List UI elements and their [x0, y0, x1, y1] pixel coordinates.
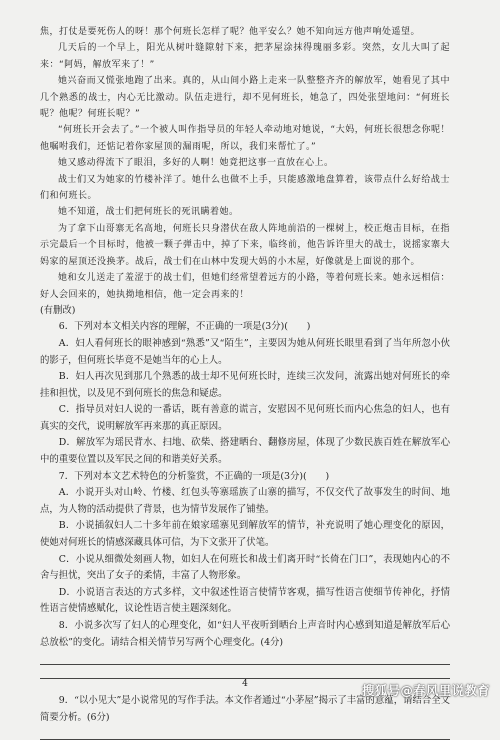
question-6-option-a: A．妇人看何班长的眼神感到“熟悉”又“陌生”，主要因为她从何班长眼里看到了当年所忽小伙的影子，但何班长毕竟不是她当年的心上人。: [40, 337, 450, 366]
question-7-option-c: C．小说从细微处刻画人物，如妇人在何班长和战士们离开时“长倚在门口”，表现她内心的不舍与担忧，突出了女子的柔情，丰富了人物形象。: [40, 553, 450, 582]
question-8-stem: 8．小说多次写了妇人的心理变化，如“妇人平夜听到晒台上声音时内心感到知道是解放军后心总放松”的变化。请结合相关情节另写两个心理变化。(4分): [40, 620, 450, 648]
source-note: (有删改): [40, 304, 76, 316]
story-paragraph: 几天后的一个早上，阳光从树叶缝隙射下来，把茅屋涂抹得瑰丽多彩。突然，女儿大叫了起来：“阿妈，解放军来了！”: [40, 43, 450, 70]
question-9-stem: 9．“以小见大”是小说常见的写作手法。本文作者通过“小茅屋”揭示了丰富的意蕴，请结合全文简要分析。(6分): [40, 695, 450, 723]
story-paragraph: 为了拿下山哥寨无名高地，何班长只身潜伏在敌人阵地前沿的一棵树上，校正炮击目标，在指示完最后一个目标时，他被一颗子弹击中，掉了下来，临终前，他告诉许里大的战士，说摇家寨大妈家的屋顶还没换茅。战后，战士们在山林中发现大妈的小木屋，好像就是上面说的那个。: [40, 223, 450, 267]
question-6-option-b: B．妇人再次见到那几个熟悉的战士却不见何班长时，连续三次发问，流露出她对何班长的牵挂和担忧，以及见不到何班长的焦急和疑虑。: [40, 371, 450, 399]
watermark-text: 搜狐号@春风里说教育: [361, 683, 490, 698]
question-7-option-b: B．小说插叙妇人二十多年前在娘家瑶寨见到解放军的情节，补充说明了她心理变化的原因，使她对何班长的情感深藏具体可信，为下文张开了伏笔。: [40, 520, 450, 549]
story-paragraph: 她和女儿送走了羞涩于的战士们，但她们经常望着远方的小路，等着何班长来。她永远相信：好人会回来的，她执拗地相信，他一定会再来的！: [40, 273, 450, 300]
story-paragraph: 她不知道，战士们把何班长的死讯瞒着她。: [58, 207, 239, 218]
question-6-option-c: C．指导员对妇人说的一番话，既有善意的谎言，安慰因不见何班长而内心焦急的妇人，也有真实的交代，说明解放军再来那的真正原因。: [40, 404, 450, 432]
story-paragraph: 她又感动得流下了眼泪，多好的人啊！她竟把这事一直放在心上。: [58, 158, 334, 169]
page-number: 4: [242, 679, 248, 689]
watermark: [362, 681, 490, 699]
story-paragraph: 战士们又为她家的竹楼补洋了。她什么也做不上手，只能感激地盘算着，该带点什么好给战士们和何班长。: [40, 174, 450, 202]
story-paragraph: “何班长开会去了。”一个被人叫作指导员的年轻人牵动地对她说，“大妈，何班长很想念你呢！他嘱咐我们，还惦记着你家屋顶的漏雨呢，所以，我们来帮忙了。”: [40, 125, 450, 152]
question-7-option-a: A．小说开头对山岭、竹楼、红包头等寨瑶族了山寨的描写，不仅交代了故事发生的时间、地点，为人物的活动提供了背景，也为情节发展作了铺垫。: [40, 487, 450, 515]
story-paragraph: 她兴奋而又慌张地跑了出来。真的，从山间小路上走来一队整整齐齐的解放军，她看见了其中几个熟悉的战士，内心无比激动。队伍走进行，却不见何班长，她急了，四处张望地问：“何班长呢？他呢？何班长呢？”: [40, 76, 450, 120]
story-paragraph: 焦，打仗是要死伤人的呀！那个何班长怎样了呢？他平安么？她不知向远方他声响处遥望。: [40, 27, 421, 37]
answer-line[interactable]: [40, 664, 450, 665]
question-7-stem: 7．下列对本文艺术特色的分析鉴赏，不正确的一项是(3分)( ): [58, 470, 330, 482]
question-6-option-d: D．解放军为瑶民背水、扫地、砍柴、搭建晒台、翻修房屋，体现了少数民族百姓在解放军心中的重要位置以及军民之间的和谐美好关系。: [40, 437, 450, 466]
question-6-stem: 6．下列对本文相关内容的理解，不正确的一项是(3分)( ): [58, 321, 311, 333]
question-7-option-d: D．小说语言表达的方式多样，文中叙述性语言使情节客观，描写性语言使细节传神化，抒情性语言使情感赋化，议论性语言使主题深刻化。: [40, 586, 450, 615]
